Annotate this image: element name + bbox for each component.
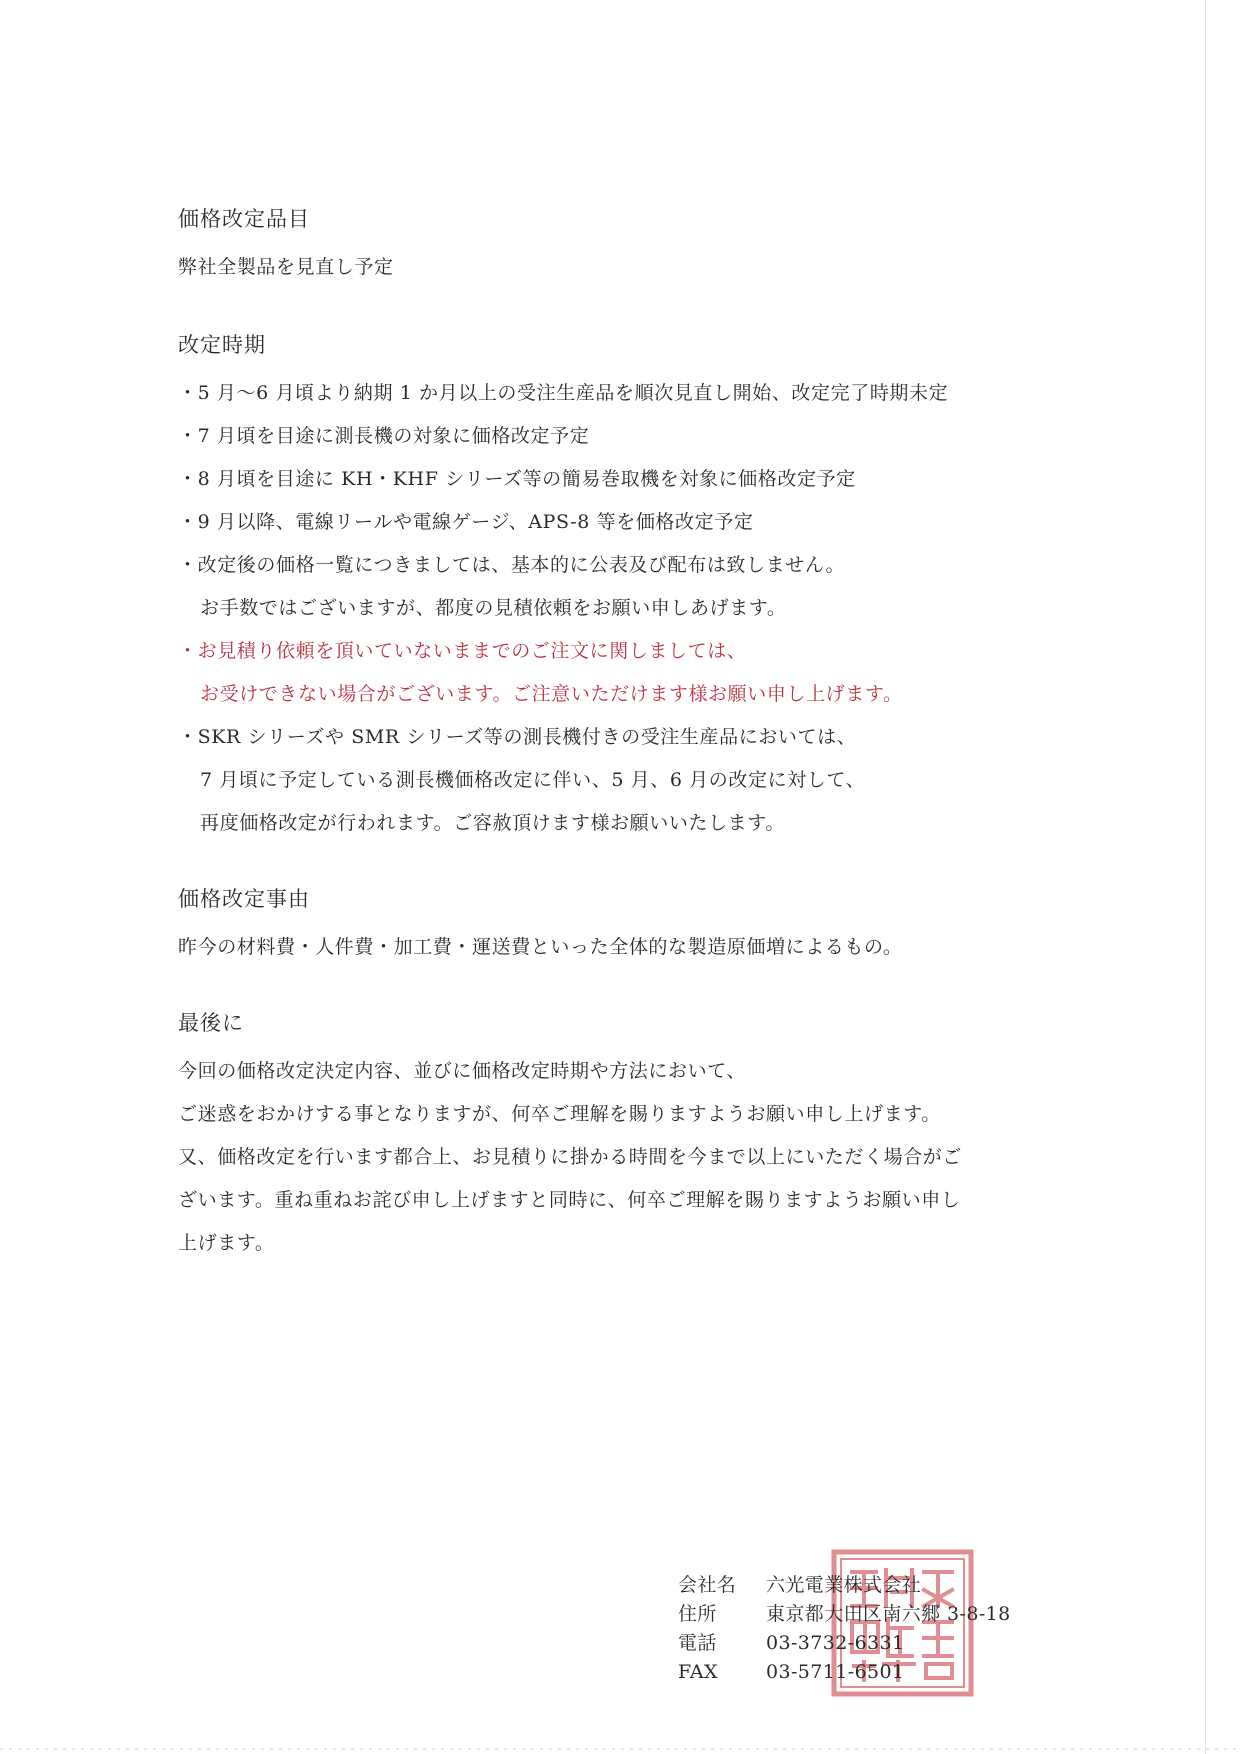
company-address-value: 東京都大田区南六郷 3-8-18 xyxy=(766,1603,1011,1625)
timing-line: お手数ではございますが、都度の見積依頼をお願い申しあげます。 xyxy=(200,597,787,619)
closing-line: 又、価格改定を行います都合上、お見積りに掛かる時間を今まで以上にいただく場合がご xyxy=(178,1146,963,1168)
timing-line: 再度価格改定が行われます。ご容赦頂けます様お願いいたします。 xyxy=(200,812,785,834)
timing-line: ・SKR シリーズや SMR シリーズ等の測長機付きの受注生産品においては、 xyxy=(178,726,857,748)
section-revision-reason xyxy=(178,885,1078,969)
timing-line: ・9 月以降、電線リールや電線ゲージ、APS-8 等を価格改定予定 xyxy=(178,511,754,533)
section-closing xyxy=(178,1009,1078,1265)
timing-notice-line: ・お見積り依頼を頂いていないままでのご注文に関しましては、 xyxy=(178,640,747,662)
items-body-text: 弊社全製品を見直し予定 xyxy=(178,256,394,278)
closing-line: ざいます。重ね重ねお詫び申し上げますと同時に、何卒ご理解を賜りますようお願い申し xyxy=(178,1189,961,1211)
closing-line: ご迷惑をおかけする事となりますが、何卒ご理解を賜りますようお願い申し上げます。 xyxy=(178,1103,941,1125)
section-heading-closing: 最後に xyxy=(178,1011,244,1035)
closing-line: 上げます。 xyxy=(178,1232,275,1254)
timing-line: ・7 月頃を目途に測長機の対象に価格改定予定 xyxy=(178,425,590,447)
section-heading-timing: 改定時期 xyxy=(178,333,266,357)
company-name-row xyxy=(678,1571,1078,1600)
section-revision-items xyxy=(178,205,1078,289)
company-name-label: 会社名 xyxy=(678,1574,737,1596)
company-fax-value: 03-5711-6501 xyxy=(766,1661,905,1683)
page-edge-line xyxy=(1205,0,1206,1754)
section-revision-timing xyxy=(178,331,1078,845)
timing-line: ・8 月頃を目途に KH・KHF シリーズ等の簡易巻取機を対象に価格改定予定 xyxy=(178,468,856,490)
timing-line: 7 月頃に予定している測長機価格改定に伴い、5 月、6 月の改定に対して、 xyxy=(200,769,866,791)
timing-line: ・5 月〜6 月頃より納期 1 か月以上の受注生産品を順次見直し開始、改定完了時期未定 xyxy=(178,382,949,404)
document-body xyxy=(178,205,1078,1265)
company-fax-label: FAX xyxy=(678,1661,718,1683)
company-phone-value: 03-3732-6331 xyxy=(766,1632,905,1654)
timing-notice-line: お受けできない場合がございます。ご注意いただけます様お願い申し上げます。 xyxy=(200,683,903,705)
company-fax-row xyxy=(678,1658,1078,1687)
company-name-value: 六光電業株式会社 xyxy=(766,1574,922,1596)
company-info-block xyxy=(678,1571,1078,1687)
reason-body-text: 昨今の材料費・人件費・加工費・運送費といった全体的な製造原価増によるもの。 xyxy=(178,936,903,958)
section-heading-reason: 価格改定事由 xyxy=(178,887,310,911)
scan-bottom-edge xyxy=(0,1748,1240,1750)
section-heading-items: 価格改定品目 xyxy=(178,207,310,231)
company-address-label: 住所 xyxy=(678,1603,717,1625)
timing-line: ・改定後の価格一覧につきましては、基本的に公表及び配布は致しません。 xyxy=(178,554,846,576)
company-phone-row xyxy=(678,1629,1078,1658)
closing-line: 今回の価格改定決定内容、並びに価格改定時期や方法において、 xyxy=(178,1060,747,1082)
company-address-row xyxy=(678,1600,1078,1629)
company-phone-label: 電話 xyxy=(678,1632,717,1654)
